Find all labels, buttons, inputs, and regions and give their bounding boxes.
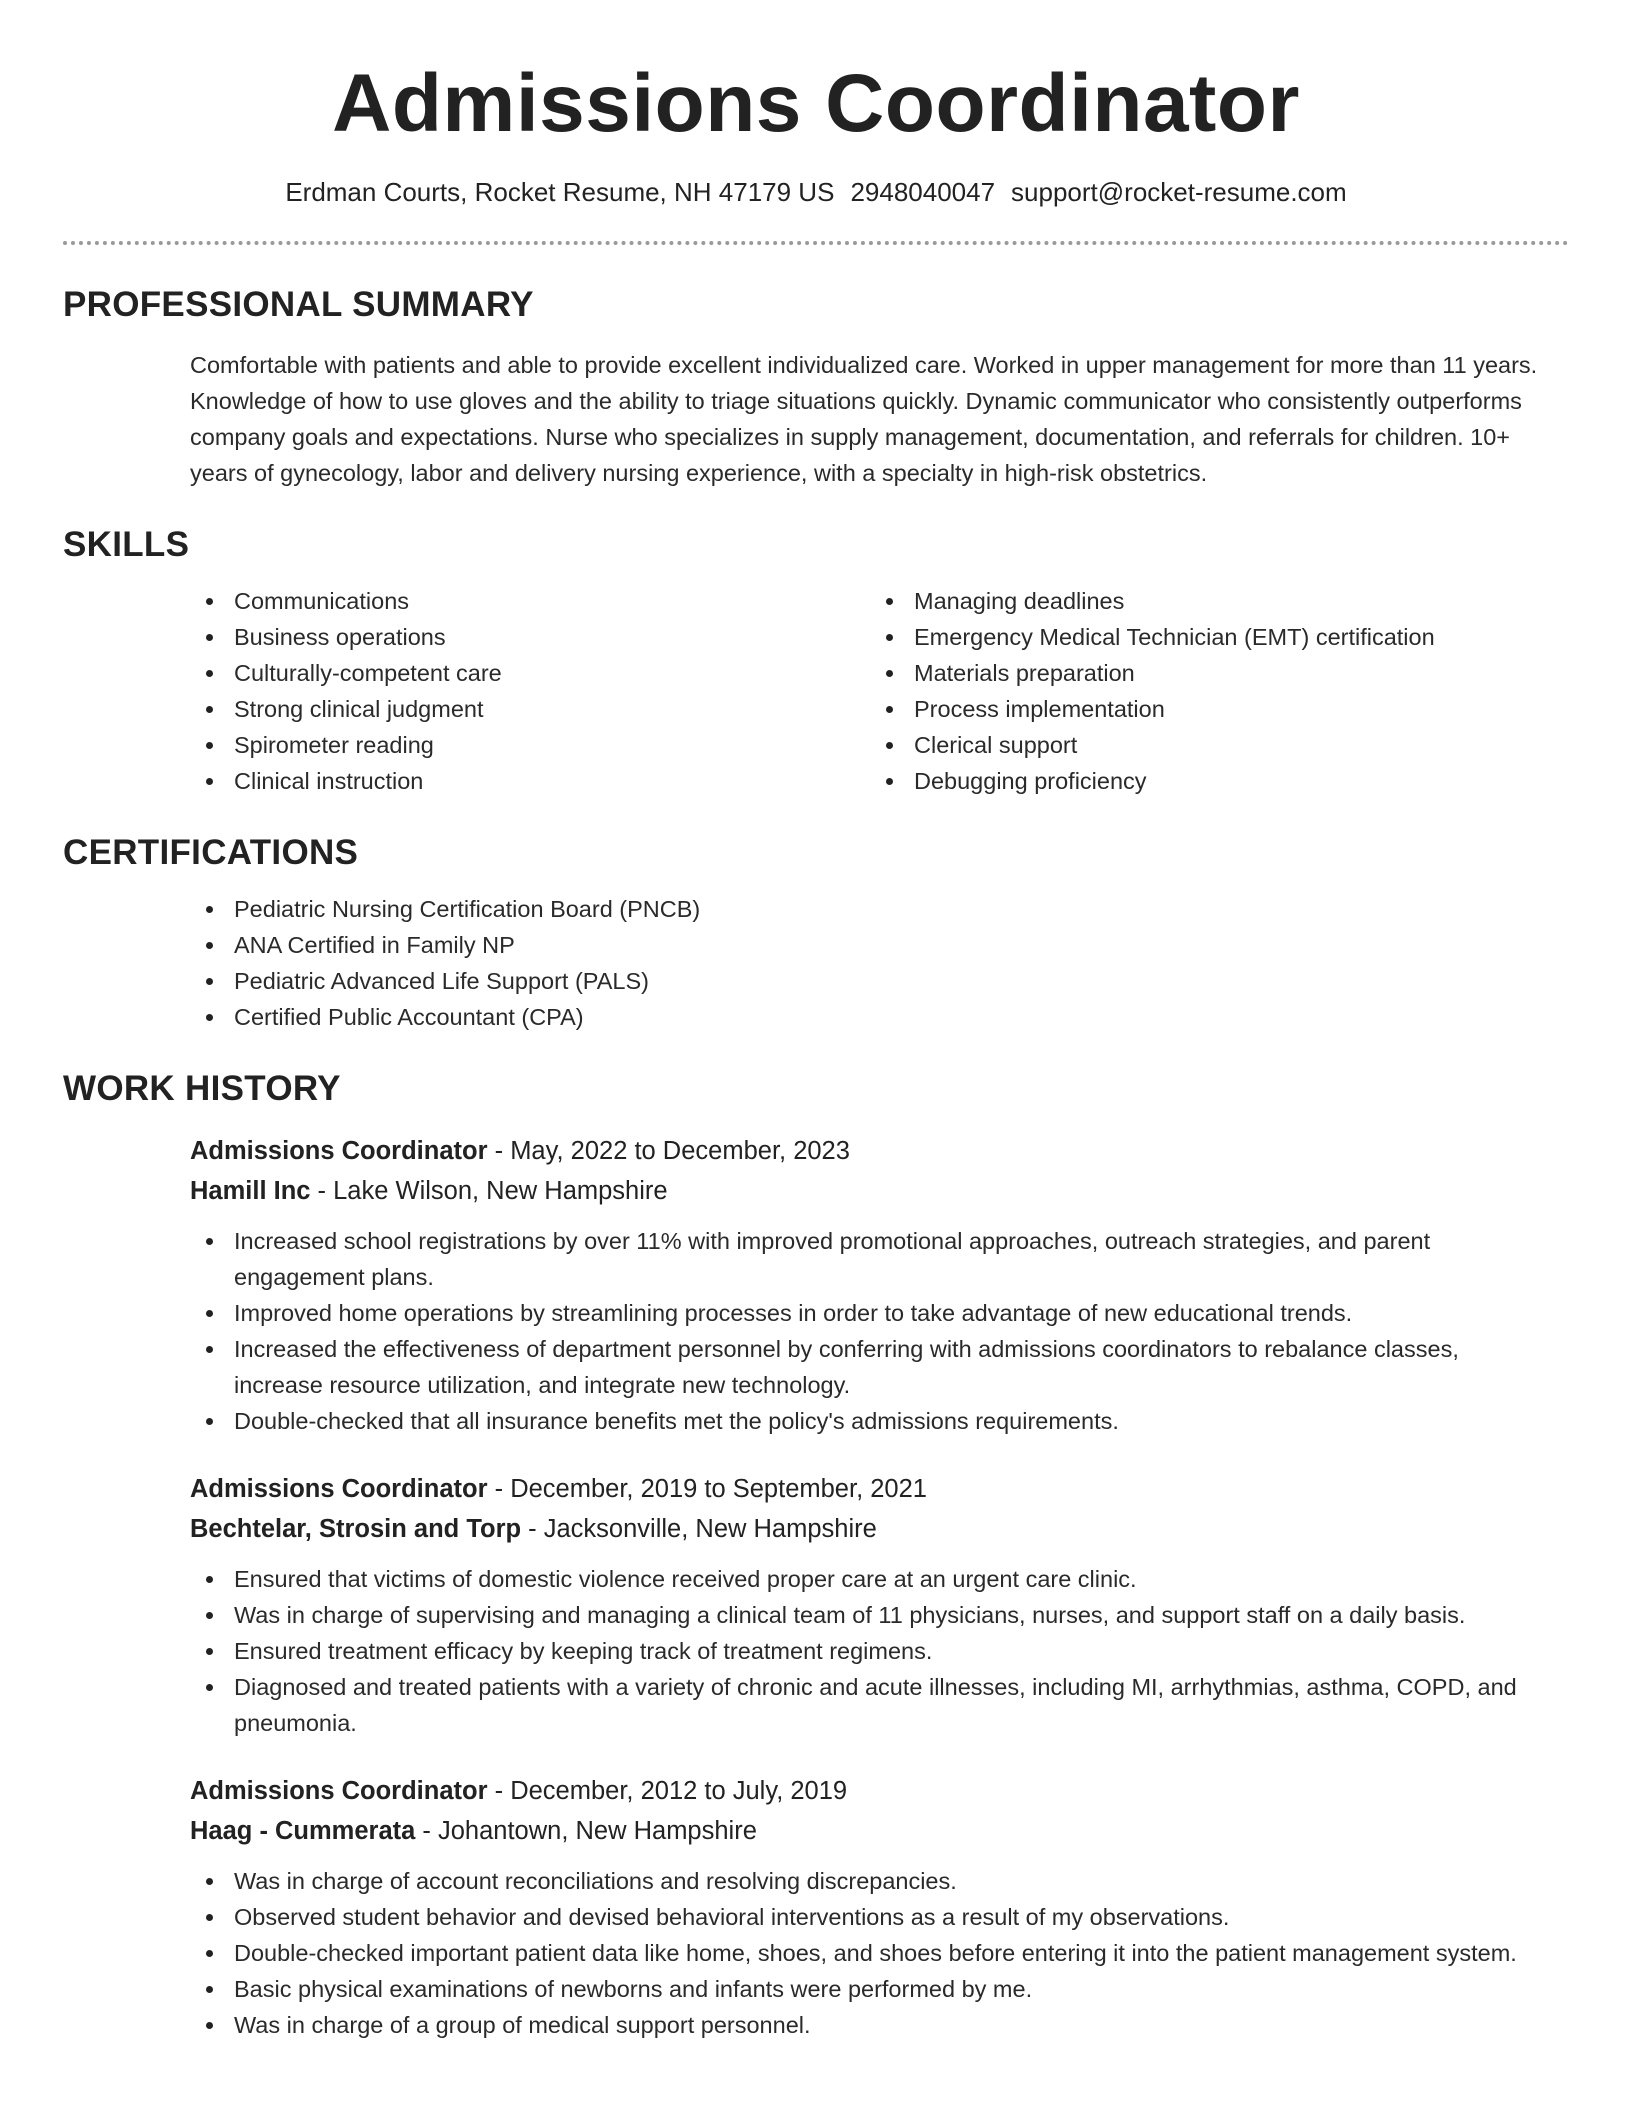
skill-item: Clinical instruction <box>190 763 870 799</box>
certifications-title: CERTIFICATIONS <box>63 833 359 872</box>
skills-section <box>63 525 1569 799</box>
job-duty-item: Improved home operations by streamlining processes in order to take advantage of new educational trends. <box>190 1295 1569 1331</box>
skills-column-right <box>870 583 1550 799</box>
job-title-line <box>190 1469 1569 1509</box>
certification-item: Certified Public Accountant (CPA) <box>190 999 1569 1035</box>
job-duty-item: Double-checked that all insurance benefits met the policy's admissions requirements. <box>190 1403 1569 1439</box>
job-role: Admissions Coordinator <box>190 1137 488 1165</box>
skill-item: Process implementation <box>870 691 1550 727</box>
skill-item: Communications <box>190 583 870 619</box>
job-title-line <box>190 1131 1569 1171</box>
job-entry <box>190 1131 1569 1439</box>
work-history-section <box>63 1069 1569 2043</box>
contact-email[interactable]: support@rocket-resume.com <box>1011 177 1347 207</box>
resume-name: Admissions Coordinator <box>332 58 1300 149</box>
summary-text: Comfortable with patients and able to provide excellent individualized care. Worked in upper management for more than 11 years. Knowledge of how to use gloves and the ability to triage situations quickly. Dynamic communicator who consistently outperforms company goals and expectations. Nurse who specializes in supply management, documentation, and referrals for children. 10+ years of gynecology, labor and delivery nursing experience, with a specialty in high-risk obstetrics. <box>190 352 1538 486</box>
job-location: - Jacksonville, New Hampshire <box>521 1515 877 1543</box>
job-role: Admissions Coordinator <box>190 1777 488 1805</box>
job-entry <box>190 1771 1569 2043</box>
work-history-title: WORK HISTORY <box>63 1069 341 1108</box>
job-duty-item: Increased school registrations by over 11% with improved promotional approaches, outreach strategies, and parent engagement plans. <box>190 1223 1569 1295</box>
job-duty-item: Basic physical examinations of newborns and infants were performed by me. <box>190 1971 1569 2007</box>
job-company-line <box>190 1509 1569 1549</box>
certifications-section <box>63 833 1569 1035</box>
job-company-line <box>190 1811 1569 1851</box>
job-duty-item: Was in charge of supervising and managing a clinical team of 11 physicians, nurses, and support staff on a daily basis. <box>190 1597 1569 1633</box>
job-duty-item: Observed student behavior and devised behavioral interventions as a result of my observations. <box>190 1899 1569 1935</box>
skill-item: Emergency Medical Technician (EMT) certification <box>870 619 1550 655</box>
job-title-line <box>190 1771 1569 1811</box>
job-duties <box>63 1561 1569 1741</box>
contact-line <box>63 176 1569 208</box>
contact-phone: 2948040047 <box>850 177 996 207</box>
skill-item: Spirometer reading <box>190 727 870 763</box>
job-entry <box>190 1469 1569 1741</box>
skill-item: Debugging proficiency <box>870 763 1550 799</box>
job-company-line <box>190 1171 1569 1211</box>
skills-title: SKILLS <box>63 525 190 564</box>
header-divider <box>63 241 1569 245</box>
job-location: - Johantown, New Hampshire <box>415 1817 757 1845</box>
job-company: Bechtelar, Strosin and Torp <box>190 1515 522 1543</box>
skills-column-left <box>190 583 870 799</box>
skill-item: Strong clinical judgment <box>190 691 870 727</box>
certification-item: ANA Certified in Family NP <box>190 927 1569 963</box>
job-duty-item: Diagnosed and treated patients with a variety of chronic and acute illnesses, including MI, arrhythmias, asthma, COPD, and pneumonia. <box>190 1669 1569 1741</box>
certification-item: Pediatric Advanced Life Support (PALS) <box>190 963 1569 999</box>
job-company: Hamill Inc <box>190 1177 311 1205</box>
job-duty-item: Was in charge of a group of medical support personnel. <box>190 2007 1569 2043</box>
job-dates: - December, 2012 to July, 2019 <box>487 1777 848 1805</box>
skill-item: Culturally-competent care <box>190 655 870 691</box>
job-dates: - May, 2022 to December, 2023 <box>487 1137 850 1165</box>
job-company: Haag - Cummerata <box>190 1817 416 1845</box>
job-dates: - December, 2019 to September, 2021 <box>487 1475 927 1503</box>
job-duties <box>63 1223 1569 1439</box>
skill-item: Materials preparation <box>870 655 1550 691</box>
skill-item: Clerical support <box>870 727 1550 763</box>
job-duty-item: Was in charge of account reconciliations and resolving discrepancies. <box>190 1863 1569 1899</box>
skills-columns <box>190 583 1569 799</box>
job-role: Admissions Coordinator <box>190 1475 488 1503</box>
job-duty-item: Ensured treatment efficacy by keeping track of treatment regimens. <box>190 1633 1569 1669</box>
skill-item: Business operations <box>190 619 870 655</box>
skill-item: Managing deadlines <box>870 583 1550 619</box>
summary-section <box>63 285 1569 491</box>
job-duty-item: Double-checked important patient data like home, shoes, and shoes before entering it into the patient management system. <box>190 1935 1569 1971</box>
job-duties <box>63 1863 1569 2043</box>
certifications-list <box>190 891 1569 1035</box>
job-duty-item: Increased the effectiveness of department personnel by conferring with admissions coordinators to rebalance classes, increase resource utilization, and integrate new technology. <box>190 1331 1569 1403</box>
job-location: - Lake Wilson, New Hampshire <box>310 1177 668 1205</box>
certification-item: Pediatric Nursing Certification Board (PNCB) <box>190 891 1569 927</box>
summary-title: PROFESSIONAL SUMMARY <box>63 285 534 324</box>
job-duty-item: Ensured that victims of domestic violence received proper care at an urgent care clinic. <box>190 1561 1569 1597</box>
contact-address: Erdman Courts, Rocket Resume, NH 47179 US <box>285 177 835 207</box>
